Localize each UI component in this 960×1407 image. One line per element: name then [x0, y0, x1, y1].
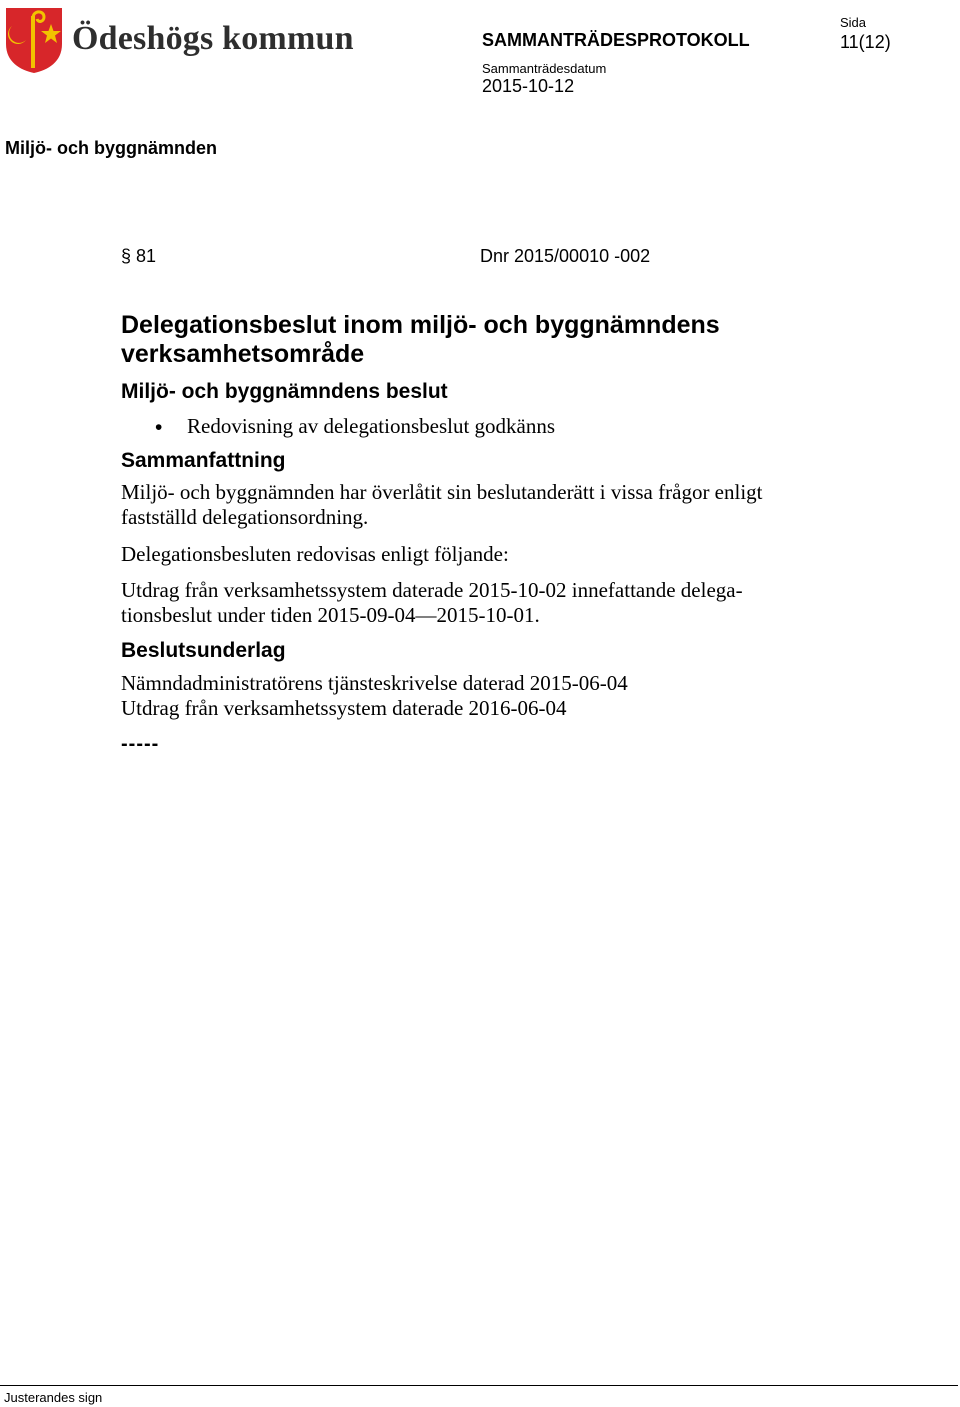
decision-heading: Miljö- och byggnämndens beslut — [121, 380, 448, 403]
summary-paragraph-2: Delegationsbesluten redovisas enligt följande: — [121, 542, 509, 566]
decision-item: Redovisning av delegationsbeslut godkänns — [187, 414, 556, 438]
municipality-logo — [4, 6, 354, 74]
basis-item: Nämndadministratörens tjänsteskrivelse daterad 2015-06-04 — [121, 671, 628, 695]
paragraph-number: § 81 — [121, 246, 157, 266]
signature-label: Justerandes sign — [4, 1390, 103, 1405]
basis-list — [121, 671, 811, 721]
summary-line: fastställd delegationsordning. — [121, 505, 369, 529]
footer-divider — [0, 1385, 958, 1386]
end-marker: ----- — [121, 733, 160, 755]
summary-line: Utdrag från verksamhetssystem daterade 2015-10-02 innefattande delega- — [121, 578, 743, 602]
diary-number: Dnr 2015/00010 -002 — [480, 246, 651, 266]
coat-of-arms-icon — [4, 6, 64, 74]
summary-paragraph — [121, 480, 811, 530]
section-title-line: Delegationsbeslut inom miljö- och byggnämndens — [121, 311, 720, 339]
summary-line: tionsbeslut under tiden 2015-09-04—2015-10-01. — [121, 603, 540, 627]
section-title — [121, 311, 821, 369]
page-number: 11(12) — [840, 32, 891, 52]
bullet-icon: • — [155, 416, 163, 439]
summary-paragraph-3 — [121, 578, 811, 628]
summary-line: Miljö- och byggnämnden har överlåtit sin beslutanderätt i vissa frågor enligt — [121, 480, 763, 504]
basis-heading: Beslutsunderlag — [121, 639, 286, 662]
document-type: SAMMANTRÄDESPROTOKOLL — [482, 30, 750, 50]
municipality-name: Ödeshögs kommun — [72, 20, 354, 57]
summary-heading: Sammanfattning — [121, 449, 286, 472]
meeting-date: 2015-10-12 — [482, 76, 575, 96]
basis-item: Utdrag från verksamhetssystem daterade 2016-06-04 — [121, 696, 567, 720]
board-name: Miljö- och byggnämnden — [5, 138, 217, 158]
section-title-line: verksamhetsområde — [121, 340, 365, 368]
meeting-date-label: Sammanträdesdatum — [482, 61, 607, 76]
page-label: Sida — [840, 15, 867, 30]
